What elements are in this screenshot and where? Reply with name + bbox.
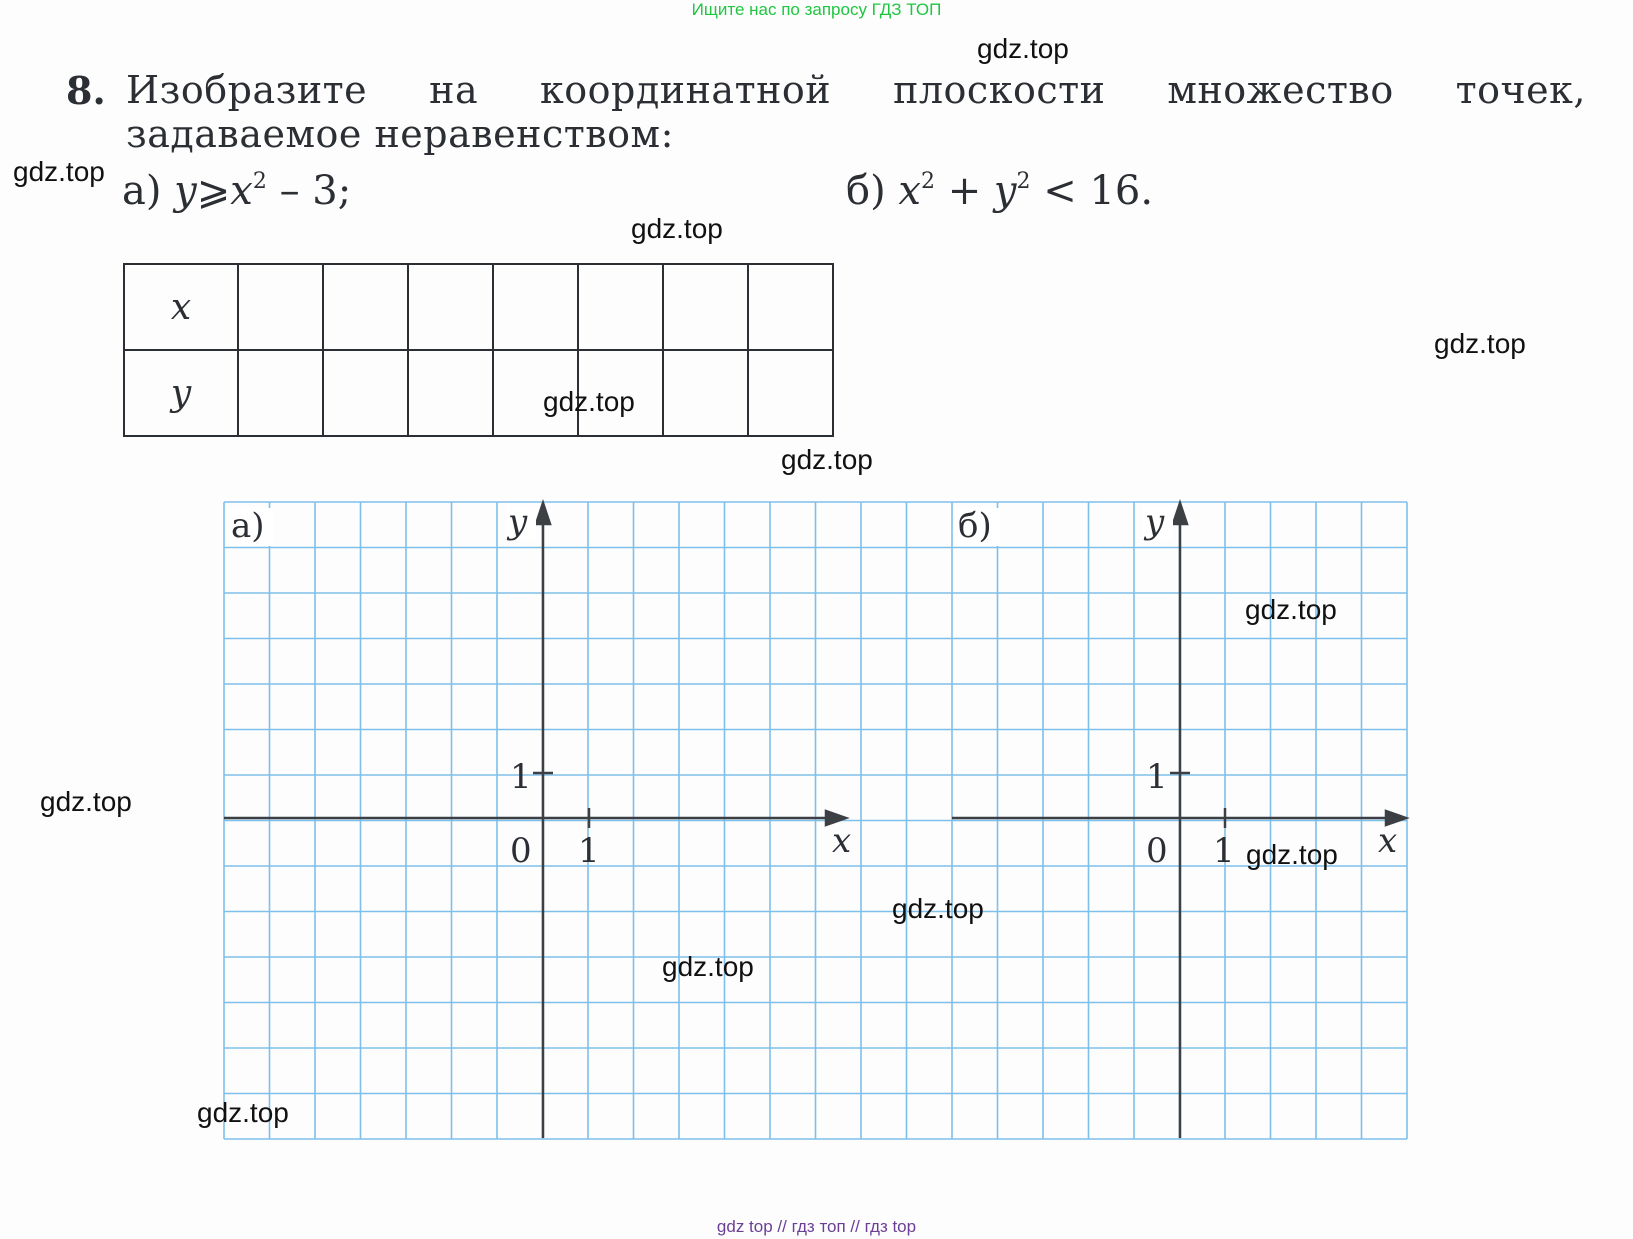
top-banner: Ищите нас по запросу ГДЗ ТОП xyxy=(691,0,942,19)
watermark: gdz.top xyxy=(781,444,873,475)
watermark: gdz.top xyxy=(662,951,754,982)
row-header-x: x xyxy=(124,264,238,350)
part-b-label: б) xyxy=(846,168,886,214)
y-axis-label: y xyxy=(1145,502,1165,542)
problem-statement: Изобразите на координатной плоскости множество точек, задаваемое неравенством: xyxy=(126,68,1586,156)
y-axis-arrow-icon xyxy=(1173,503,1187,524)
origin-label: 0 xyxy=(510,831,532,871)
exponent: 2 xyxy=(1016,169,1031,194)
watermark: gdz.top xyxy=(892,893,984,924)
watermark: gdz.top xyxy=(13,156,105,187)
x-tick-label: 1 xyxy=(1213,831,1235,871)
y-axis-label: y xyxy=(508,502,528,542)
watermark: gdz.top xyxy=(1434,328,1526,359)
row-header-y: y xyxy=(124,350,238,436)
exponent: 2 xyxy=(920,169,935,194)
x-axis-label: x xyxy=(1378,821,1398,861)
var-x: x xyxy=(898,168,921,214)
inequality-b-rest: < 16. xyxy=(1043,168,1154,214)
watermark: gdz.top xyxy=(631,213,723,244)
graph-b-label: б) xyxy=(958,506,992,546)
var-x: x xyxy=(230,168,253,214)
y-axis-arrow-icon xyxy=(536,503,550,524)
x-axis-label: x xyxy=(832,821,852,861)
problem-number: 8. xyxy=(66,68,106,113)
watermark: gdz.top xyxy=(1246,839,1338,870)
var-y: y xyxy=(993,168,1017,214)
relation-geq: ⩾ xyxy=(196,168,231,214)
graph-a-label: а) xyxy=(231,506,265,546)
origin-label: 0 xyxy=(1146,831,1168,871)
footer-watermark: gdz top // гдз топ // гдз top xyxy=(716,1217,917,1236)
y-tick-label: 1 xyxy=(510,757,532,797)
var-y: y xyxy=(174,168,197,214)
inequality-a-rest: – 3; xyxy=(279,168,352,214)
y-tick-label: 1 xyxy=(1146,757,1168,797)
watermark: gdz.top xyxy=(977,33,1069,64)
plus-sign: + xyxy=(947,168,982,214)
watermark: gdz.top xyxy=(197,1097,289,1128)
exponent: 2 xyxy=(252,169,267,194)
watermark: gdz.top xyxy=(543,386,635,417)
grid-lines xyxy=(224,502,1407,1139)
watermark: gdz.top xyxy=(1245,594,1337,625)
watermark: gdz.top xyxy=(40,786,132,817)
x-tick-label: 1 xyxy=(578,831,600,871)
part-a-label: а) xyxy=(122,168,162,214)
